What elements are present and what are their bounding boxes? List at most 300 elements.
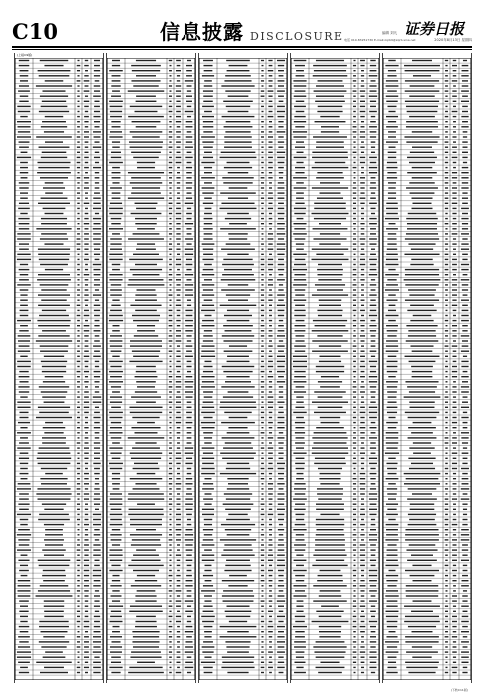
table-cell-text xyxy=(370,544,376,545)
table-cell-text xyxy=(43,187,65,188)
table-cell-text xyxy=(177,611,180,612)
table-cell-text xyxy=(279,407,284,408)
table-cell-text xyxy=(186,96,192,97)
table-cell-text xyxy=(360,65,364,66)
table-cell-text xyxy=(370,182,376,183)
table-cell-text xyxy=(314,90,347,91)
table-cell-text xyxy=(17,157,31,158)
table-cell-text xyxy=(445,131,448,132)
table-cell-text xyxy=(407,111,438,112)
table-cell-text xyxy=(187,152,192,153)
table-cell-text xyxy=(177,310,181,311)
table-cell-text xyxy=(277,279,285,280)
table-cell-text xyxy=(18,595,31,596)
table-cell-text xyxy=(111,672,120,673)
table-cell-text xyxy=(186,264,193,265)
table-cell-text xyxy=(109,274,122,275)
table-cell-text xyxy=(453,254,456,255)
table-cell-text xyxy=(412,493,432,494)
table-cell-text xyxy=(452,621,457,622)
table-cell-text xyxy=(354,254,356,255)
table-cell-text xyxy=(445,192,448,193)
table-cell-text xyxy=(387,330,398,331)
table-cell-text xyxy=(202,243,215,244)
table-cell-text xyxy=(269,575,273,576)
table-cell-text xyxy=(136,529,156,530)
table-cell-text xyxy=(203,539,214,540)
table-cell-text xyxy=(452,177,457,178)
table-cell-text xyxy=(133,646,159,647)
table-cell-text xyxy=(295,147,305,148)
table-cell-text xyxy=(445,351,448,352)
table-cell-text xyxy=(445,417,448,418)
table-cell-text xyxy=(202,463,214,464)
table-cell-text xyxy=(109,447,122,448)
table-cell-text xyxy=(411,249,433,250)
table-cell-text xyxy=(221,152,256,153)
table-cell-text xyxy=(20,631,29,632)
table-cell-text xyxy=(77,672,80,673)
table-cell-text xyxy=(129,407,162,408)
table-cell-text xyxy=(110,504,123,505)
table-cell-text xyxy=(278,310,285,311)
table-cell-text xyxy=(77,340,80,341)
table-cell-text xyxy=(109,213,122,214)
table-cell-text xyxy=(409,162,435,163)
table-cell-text xyxy=(109,101,123,102)
table-cell-text xyxy=(84,646,89,647)
table-cell-text xyxy=(312,565,347,566)
table-cell-text xyxy=(169,651,172,652)
table-cell-text xyxy=(353,524,356,525)
table-cell-text xyxy=(295,167,305,168)
table-cell-text xyxy=(361,218,364,219)
table-cell-text xyxy=(269,131,273,132)
table-cell-text xyxy=(77,325,80,326)
table-cell-text xyxy=(187,595,192,596)
table-cell-text xyxy=(312,453,348,454)
table-cell-text xyxy=(296,111,305,112)
table-cell-text xyxy=(176,412,180,413)
table-cell-text xyxy=(228,514,247,515)
table-cell-text xyxy=(77,621,80,622)
table-cell-text xyxy=(370,636,376,637)
table-cell-text xyxy=(20,427,27,428)
masthead-rule xyxy=(12,46,472,48)
table-cell-text xyxy=(369,90,376,91)
table-cell-text xyxy=(185,284,193,285)
section-title: 信息披露 xyxy=(160,20,244,44)
table-cell-text xyxy=(261,157,263,158)
table-cell-text xyxy=(353,509,356,510)
table-cell-text xyxy=(94,85,101,86)
table-cell-text xyxy=(222,595,254,596)
table-cell-text xyxy=(42,575,66,576)
table-cell-text xyxy=(269,294,273,295)
table-cell-text xyxy=(445,80,449,81)
table-cell-text xyxy=(388,187,395,188)
table-cell-text xyxy=(135,626,157,627)
table-cell-text xyxy=(130,305,161,306)
table-cell-text xyxy=(20,300,28,301)
table-cell-text xyxy=(386,80,398,81)
table-cell-text xyxy=(445,595,447,596)
table-cell-text xyxy=(185,585,192,586)
table-cell-text xyxy=(187,208,191,209)
table-cell-text xyxy=(133,636,159,637)
table-cell-text xyxy=(361,85,365,86)
table-cell-text xyxy=(371,432,376,433)
table-cell-text xyxy=(318,315,342,316)
table-cell-text xyxy=(261,60,264,61)
table-cell-text xyxy=(94,126,99,127)
table-cell-text xyxy=(176,498,180,499)
table-cell-text xyxy=(320,233,340,234)
table-cell-text xyxy=(261,386,264,387)
table-cell-text xyxy=(316,641,345,642)
column-4 xyxy=(290,53,380,683)
table-cell-text xyxy=(370,371,376,372)
table-cell-text xyxy=(225,529,251,530)
table-cell-text xyxy=(297,473,304,474)
table-cell-text xyxy=(176,340,182,341)
table-cell-text xyxy=(111,223,120,224)
table-cell-text xyxy=(94,121,100,122)
table-cell-text xyxy=(187,442,192,443)
table-cell-text xyxy=(78,662,80,663)
table-cell-text xyxy=(204,315,211,316)
table-cell-text xyxy=(406,233,438,234)
table-cell-text xyxy=(406,187,438,188)
table-cell-text xyxy=(269,101,273,102)
table-cell-text xyxy=(360,427,366,428)
table-cell-text xyxy=(261,662,264,663)
table-cell-text xyxy=(371,595,376,596)
table-cell-text xyxy=(268,447,273,448)
table-cell-text xyxy=(268,192,273,193)
table-cell-text xyxy=(201,468,214,469)
table-cell-text xyxy=(176,111,181,112)
table-cell-text xyxy=(41,198,68,199)
table-cell-text xyxy=(176,335,181,336)
table-cell-text xyxy=(409,294,434,295)
table-cell-text xyxy=(294,483,305,484)
table-cell-text xyxy=(20,167,28,168)
table-cell-text xyxy=(412,631,433,632)
table-cell-text xyxy=(169,478,172,479)
table-cell-text xyxy=(353,203,356,204)
table-cell-text xyxy=(361,570,364,571)
table-cell-text xyxy=(353,90,357,91)
table-cell-text xyxy=(370,560,376,561)
table-cell-text xyxy=(269,585,272,586)
table-cell-text xyxy=(223,325,253,326)
table-cell-text xyxy=(278,136,283,137)
table-cell-text xyxy=(369,570,377,571)
table-cell-text xyxy=(78,631,80,632)
table-cell-text xyxy=(388,60,395,61)
table-cell-text xyxy=(261,187,264,188)
table-cell-text xyxy=(453,396,456,397)
table-cell-text xyxy=(77,177,80,178)
table-cell-text xyxy=(313,585,346,586)
table-cell-text xyxy=(176,131,181,132)
table-cell-text xyxy=(279,611,284,612)
table-cell-text xyxy=(261,478,264,479)
table-cell-text xyxy=(353,96,355,97)
table-cell-text xyxy=(386,264,399,265)
table-cell-text xyxy=(353,549,356,550)
table-cell-text xyxy=(315,121,346,122)
table-cell-text xyxy=(85,417,88,418)
table-cell-text xyxy=(409,116,435,117)
table-cell-text xyxy=(131,427,160,428)
table-cell-text xyxy=(94,376,100,377)
table-cell-text xyxy=(185,651,193,652)
table-cell-text xyxy=(95,539,99,540)
table-cell-text xyxy=(186,167,192,168)
table-cell-text xyxy=(412,565,431,566)
table-cell-text xyxy=(268,402,273,403)
table-cell-text xyxy=(169,136,172,137)
table-cell-text xyxy=(45,182,64,183)
table-cell-text xyxy=(132,447,160,448)
table-cell-text xyxy=(221,85,254,86)
table-cell-text xyxy=(445,611,448,612)
table-cell-text xyxy=(461,468,469,469)
table-cell-text xyxy=(38,463,71,464)
table-cell-text xyxy=(261,560,264,561)
table-cell-text xyxy=(445,463,447,464)
table-cell-text xyxy=(39,514,69,515)
table-cell-text xyxy=(177,432,181,433)
table-cell-text xyxy=(445,488,448,489)
table-cell-text xyxy=(353,662,356,663)
table-cell-text xyxy=(226,243,251,244)
table-cell-text xyxy=(177,198,180,199)
table-cell-text xyxy=(353,249,356,250)
table-cell-text xyxy=(262,483,264,484)
table-cell-text xyxy=(176,90,181,91)
table-cell-text xyxy=(371,483,376,484)
table-cell-text xyxy=(78,284,80,285)
table-cell-text xyxy=(112,65,120,66)
table-cell-text xyxy=(361,458,365,459)
table-cell-text xyxy=(185,203,193,204)
date-line: 2020年8月13日 星期四 xyxy=(434,38,472,42)
table-cell-text xyxy=(94,616,100,617)
table-cell-text xyxy=(77,422,79,423)
table-cell-text xyxy=(353,198,356,199)
table-cell-text xyxy=(93,131,101,132)
table-cell-text xyxy=(388,519,395,520)
table-cell-text xyxy=(294,509,305,510)
table-cell-text xyxy=(41,233,67,234)
table-cell-text xyxy=(94,631,101,632)
table-cell-text xyxy=(312,437,347,438)
table-cell-text xyxy=(278,238,284,239)
table-cell-text xyxy=(185,447,193,448)
table-cell-text xyxy=(111,218,122,219)
table-cell-text xyxy=(279,534,284,535)
table-cell-text xyxy=(261,616,264,617)
table-cell-text xyxy=(353,325,356,326)
table-cell-text xyxy=(296,335,305,336)
table-cell-text xyxy=(361,289,364,290)
table-cell-text xyxy=(408,417,437,418)
table-cell-text xyxy=(20,70,29,71)
table-cell-text xyxy=(463,493,468,494)
table-cell-text xyxy=(370,264,376,265)
table-cell-text xyxy=(277,152,285,153)
table-cell-text xyxy=(77,641,80,642)
table-cell-text xyxy=(229,238,247,239)
table-cell-text xyxy=(85,300,89,301)
table-cell-text xyxy=(205,580,212,581)
table-cell-text xyxy=(176,534,180,535)
table-cell-text xyxy=(321,131,339,132)
table-cell-text xyxy=(353,141,355,142)
table-cell-text xyxy=(78,657,80,658)
table-cell-text xyxy=(386,340,398,341)
table-cell-text xyxy=(269,549,273,550)
table-cell-text xyxy=(387,371,397,372)
table-cell-text xyxy=(353,555,355,556)
table-cell-text xyxy=(85,213,89,214)
table-cell-text xyxy=(278,473,284,474)
table-cell-text xyxy=(312,249,348,250)
table-cell-text xyxy=(268,453,273,454)
table-cell-text xyxy=(220,228,256,229)
table-cell-text xyxy=(18,636,30,637)
table-cell-text xyxy=(128,672,164,673)
table-cell-text xyxy=(84,381,88,382)
table-cell-text xyxy=(445,300,448,301)
table-cell-text xyxy=(77,136,81,137)
table-cell-text xyxy=(314,442,347,443)
table-cell-text xyxy=(20,274,28,275)
table-cell-text xyxy=(461,361,468,362)
table-cell-text xyxy=(261,407,264,408)
table-cell-text xyxy=(177,243,180,244)
table-cell-text xyxy=(224,544,251,545)
table-cell-text xyxy=(360,391,365,392)
table-cell-text xyxy=(269,473,272,474)
table-cell-text xyxy=(278,376,284,377)
table-cell-text xyxy=(84,90,90,91)
table-cell-text xyxy=(19,269,30,270)
table-cell-text xyxy=(313,555,346,556)
table-cell-text xyxy=(370,101,376,102)
table-cell-text xyxy=(176,458,182,459)
column-5 xyxy=(382,53,472,683)
table-cell-text xyxy=(296,437,305,438)
table-cell-text xyxy=(95,172,99,173)
table-cell-text xyxy=(360,509,364,510)
table-cell-text xyxy=(409,519,435,520)
table-cell-text xyxy=(45,141,63,142)
table-cell-text xyxy=(463,447,467,448)
table-cell-text xyxy=(177,325,180,326)
table-cell-text xyxy=(133,356,159,357)
table-cell-text xyxy=(296,447,304,448)
table-cell-text xyxy=(297,600,304,601)
table-cell-text xyxy=(41,391,67,392)
table-cell-text xyxy=(389,223,396,224)
table-cell-text xyxy=(187,473,192,474)
table-cell-text xyxy=(353,386,357,387)
table-cell-text xyxy=(135,580,157,581)
table-cell-text xyxy=(45,192,63,193)
table-cell-text xyxy=(202,116,214,117)
table-cell-text xyxy=(169,152,171,153)
table-cell-text xyxy=(261,356,264,357)
table-cell-text xyxy=(261,600,265,601)
table-cell-text xyxy=(462,473,467,474)
table-cell-text xyxy=(353,126,357,127)
table-cell-text xyxy=(445,534,447,535)
table-cell-text xyxy=(84,136,89,137)
table-cell-text xyxy=(268,70,273,71)
table-cell-text xyxy=(445,259,449,260)
table-cell-text xyxy=(225,330,252,331)
table-cell-text xyxy=(463,274,468,275)
table-cell-text xyxy=(293,131,307,132)
masthead-rule-thin xyxy=(12,49,472,50)
table-cell-text xyxy=(262,340,264,341)
table-cell-text xyxy=(77,238,81,239)
table-cell-text xyxy=(278,544,284,545)
table-cell-text xyxy=(84,427,88,428)
table-cell-text xyxy=(17,590,30,591)
table-cell-text xyxy=(204,534,212,535)
table-cell-text xyxy=(268,141,272,142)
table-cell-text xyxy=(353,208,356,209)
table-cell-text xyxy=(203,121,213,122)
table-cell-text xyxy=(371,672,375,673)
table-cell-text xyxy=(278,575,283,576)
table-cell-text xyxy=(446,493,448,494)
table-cell-text xyxy=(353,498,356,499)
table-cell-text xyxy=(109,667,122,668)
table-cell-text xyxy=(39,386,69,387)
table-cell-text xyxy=(77,269,80,270)
table-cell-text xyxy=(453,447,456,448)
table-cell-text xyxy=(169,498,172,499)
table-cell-text xyxy=(360,187,364,188)
table-cell-text xyxy=(176,106,181,107)
table-cell-text xyxy=(370,284,377,285)
table-cell-text xyxy=(269,519,272,520)
table-cell-text xyxy=(411,611,433,612)
table-cell-text xyxy=(40,284,69,285)
table-cell-text xyxy=(20,264,28,265)
table-cell-text xyxy=(353,417,356,418)
table-cell-text xyxy=(203,453,213,454)
table-cell-text xyxy=(19,544,29,545)
table-cell-text xyxy=(406,106,438,107)
table-cell-text xyxy=(312,157,348,158)
table-cell-text xyxy=(452,463,457,464)
table-cell-text xyxy=(319,636,340,637)
table-cell-text xyxy=(388,233,396,234)
table-cell-text xyxy=(406,478,439,479)
table-cell-text xyxy=(353,580,355,581)
table-cell-text xyxy=(226,468,250,469)
table-cell-text xyxy=(136,381,156,382)
table-cell-text xyxy=(462,524,467,525)
table-cell-text xyxy=(463,514,467,515)
